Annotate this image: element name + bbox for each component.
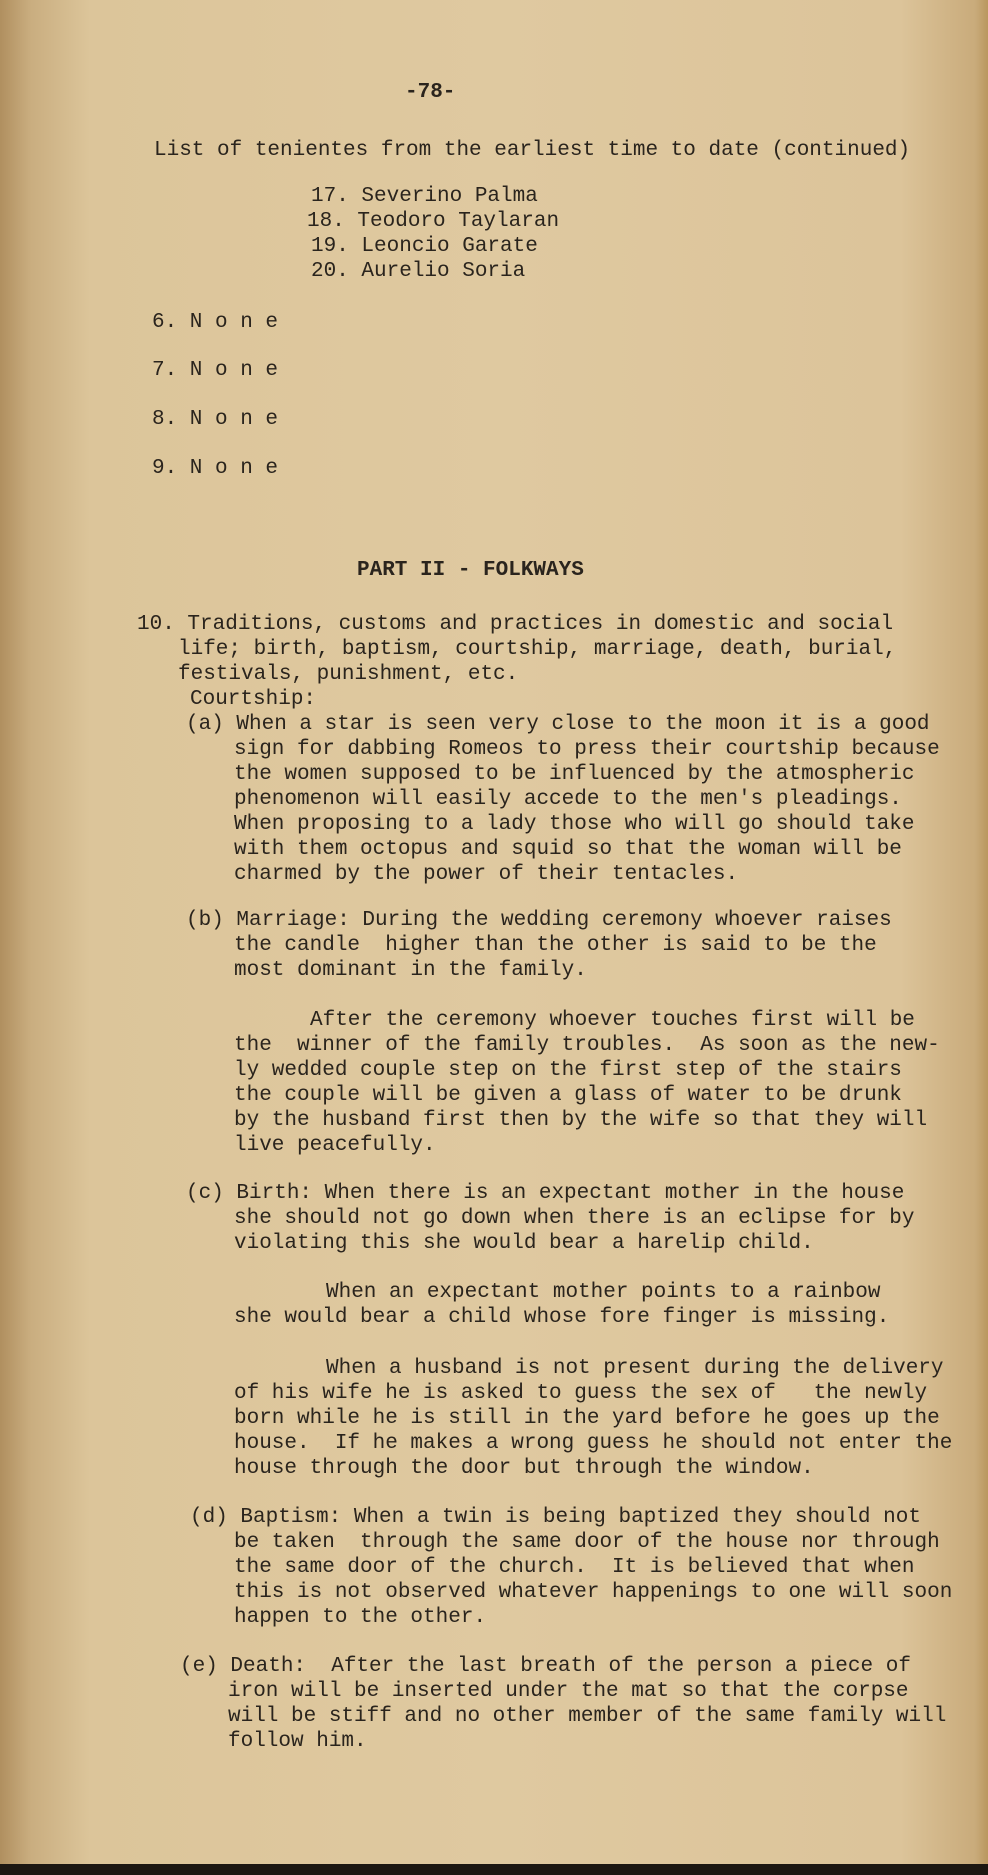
text-line: the same door of the church. It is believed that when (234, 1556, 915, 1579)
text-line: the candle higher than the other is said to be the (234, 934, 877, 957)
text-line: charmed by the power of their tentacles. (234, 863, 739, 886)
text-line: phenomenon will easily accede to the men's pleadings. (234, 788, 902, 811)
none-item: 7. N o n e (152, 359, 279, 382)
text-line: sign for dabbing Romeos to press their courtship because (234, 738, 940, 761)
text-line: (d) Baptism: When a twin is being baptized they should not (190, 1506, 921, 1529)
courtship-label: Courtship: (190, 688, 317, 711)
text-line: house. If he makes a wrong guess he should not enter the (234, 1432, 953, 1455)
text-line: iron will be inserted under the mat so that the corpse (228, 1680, 909, 1703)
text-line: with them octopus and squid so that the woman will be (234, 838, 902, 861)
text-line: she should not go down when there is an eclipse for by (234, 1207, 915, 1230)
text-line: (b) Marriage: During the wedding ceremony whoever raises (186, 909, 892, 932)
text-line: 10. Traditions, customs and practices in domestic and social (137, 613, 894, 636)
text-line: the winner of the family troubles. As soon as the new- (234, 1034, 940, 1057)
text-line: of his wife he is asked to guess the sex of the newly (234, 1382, 928, 1405)
text-line: she would bear a child whose fore finger is missing. (234, 1306, 890, 1329)
text-line: (e) Death: After the last breath of the person a piece of (180, 1655, 911, 1678)
part-title: PART II - FOLKWAYS (357, 559, 584, 582)
text-line: After the ceremony whoever touches first will be (310, 1009, 915, 1032)
text-line: the couple will be given a glass of water to be drunk (234, 1084, 902, 1107)
list-heading: List of tenientes from the earliest time to date (continued) (154, 139, 911, 162)
text-line: When proposing to a lady those who will go should take (234, 813, 915, 836)
list-item: 20. Aurelio Soria (311, 260, 526, 283)
text-line: ly wedded couple step on the first step of the stairs (234, 1059, 902, 1082)
text-line: by the husband first then by the wife so that they will (234, 1109, 928, 1132)
page-number: -78- (405, 81, 456, 104)
scan-bottom-edge (0, 1864, 988, 1875)
list-item: 17. Severino Palma (311, 185, 538, 208)
text-line: this is not observed whatever happenings to one will soon (234, 1581, 953, 1604)
text-line: be taken through the same door of the house nor through (234, 1531, 940, 1554)
text-line: will be stiff and no other member of the same family will (228, 1705, 947, 1728)
text-line: house through the door but through the window. (234, 1457, 814, 1480)
text-line: live peacefully. (234, 1134, 436, 1157)
text-line: follow him. (228, 1730, 367, 1753)
text-line: born while he is still in the yard before he goes up the (234, 1407, 940, 1430)
list-item: 19. Leoncio Garate (311, 235, 538, 258)
text-line: violating this she would bear a harelip child. (234, 1232, 814, 1255)
none-item: 6. N o n e (152, 311, 279, 334)
section-e-death (180, 1654, 947, 1804)
text-line: most dominant in the family. (234, 959, 587, 982)
text-line: festivals, punishment, etc. (178, 663, 519, 686)
text-line: happen to the other. (234, 1606, 487, 1629)
none-item: 8. N o n e (152, 408, 279, 431)
text-line: life; birth, baptism, courtship, marriage, death, burial, (178, 638, 897, 661)
text-line: When an expectant mother points to a rainbow (326, 1281, 881, 1304)
none-item: 9. N o n e (152, 457, 279, 480)
text-line: (c) Birth: When there is an expectant mother in the house (186, 1182, 905, 1205)
text-line: (a) When a star is seen very close to the moon it is a good (186, 713, 930, 736)
text-line: the women supposed to be influenced by the atmospheric (234, 763, 915, 786)
list-item: 18. Teodoro Taylaran (307, 210, 560, 233)
text-line: When a husband is not present during the delivery (326, 1357, 944, 1380)
